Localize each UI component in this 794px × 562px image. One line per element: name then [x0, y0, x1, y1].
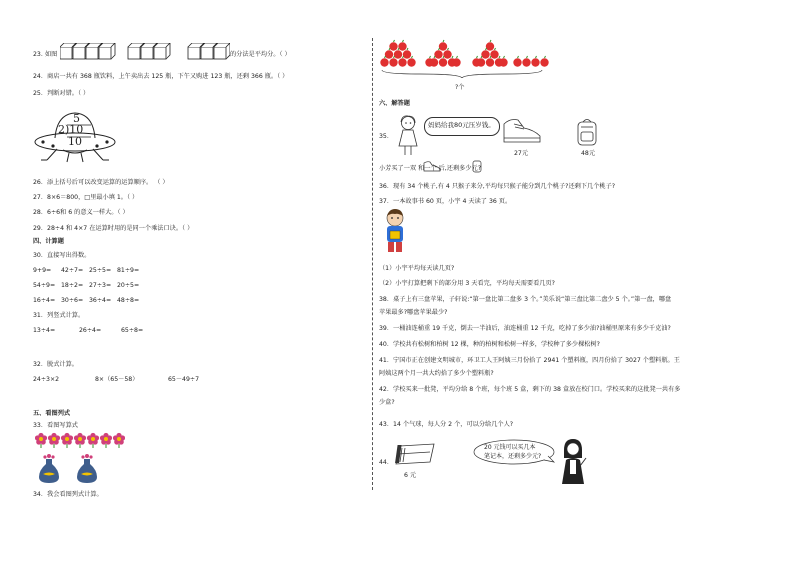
q31-item: 26÷4=: [79, 327, 102, 334]
q30-cell: 25÷5=: [89, 267, 112, 274]
q33-text: 33．看图写算式: [33, 422, 78, 429]
q37-part2: （2）小宇打算把剩下的部分用 3 天看完，平均每天需要看几页?: [379, 280, 555, 287]
section-6-heading: 六、解答题: [379, 100, 410, 107]
q35-bubble-text: 妈妈给我80元压岁钱。: [428, 121, 495, 129]
q24-text: 24．商店一共有 368 瓶饮料，上午卖出去 125 瓶，下午又购进 123 瓶，还剩 366 瓶。（ ）: [33, 73, 289, 80]
q34-text: 34．我会看图列式计算。: [33, 491, 103, 498]
q25-text: 25．判断对错。（ ）: [33, 90, 90, 97]
q41-line1: 41．宁国市正在创建文明城市，环卫工人王阿姨三月份拾了 2941 个塑料瓶，四月份拾了 3027 个塑料瓶。王: [379, 357, 680, 364]
q42-line2: 少盒?: [379, 399, 395, 406]
q32-item: 65－49÷7: [168, 376, 200, 383]
q30-cell: 54÷9=: [33, 282, 56, 289]
ufo-division-figure: [33, 108, 118, 166]
cube-grid-figure: [60, 43, 230, 63]
q41-line2: 阿姨这两个月一共大约拾了多少个塑料瓶?: [379, 370, 494, 377]
q23-num: 23.: [33, 51, 43, 58]
q35-shoe-price: 27元: [514, 150, 529, 157]
q32-item: 8×（65－58）: [95, 376, 139, 383]
section-5-heading: 五、看图列式: [33, 410, 71, 417]
apples-figure: [380, 36, 550, 78]
q23-prefix: 如图: [45, 51, 58, 58]
q38-line1: 38．桌子上有三盘苹果，子轩说:“第一盘比第二盘多 3 个。”美乐说“第三盘比第二盘少 5 个。”第一盘，哪盘: [379, 296, 672, 303]
q30-text: 30．直接写出得数。: [33, 252, 91, 259]
vases-figure: [35, 452, 115, 486]
q30-cell: 30÷6=: [61, 297, 84, 304]
q40-text: 40．学校共有松树和柏树 12 棵，种的柏树和松树一样多，学校种了多少棵松树?: [379, 341, 600, 348]
backpack-figure: [574, 117, 600, 147]
girl-figure: [394, 114, 424, 158]
q44-num: 44．: [379, 459, 394, 466]
q43-text: 43．14 个气球，每人分 2 个，可以分给几个人?: [379, 421, 514, 428]
teacher-figure: [558, 438, 588, 486]
q30-cell: 20÷5=: [117, 282, 140, 289]
column-divider: [372, 38, 373, 490]
q31-text: 31．列竖式计算。: [33, 312, 85, 319]
ufo-dividend: 2)10: [58, 123, 84, 136]
q26-text: 26．添上括号后可以改变运算的运算顺序。 （ ）: [33, 179, 169, 186]
q30-cell: 27÷3=: [89, 282, 112, 289]
section-4-heading: 四、计算题: [33, 238, 64, 245]
backpack-small-icon: [471, 159, 483, 173]
q38-line2: 苹果最多?哪盘苹果最少?: [379, 309, 448, 316]
q29-text: 29．28÷4 和 4×7 在运算时用的是同一个乘法口诀。（ ）: [33, 225, 194, 232]
q44-bubble-line2: 笔记本，还剩多少元?: [484, 453, 542, 460]
q32-text: 32．脱式计算。: [33, 361, 78, 368]
boy-figure: [381, 208, 409, 256]
q37-text: 37．一本故事书 60 页，小宇 4 天读了 36 页。: [379, 198, 512, 205]
q27-text: 27．8×6＝800，□里最小填 1。（ ）: [33, 194, 139, 201]
ufo-quotient: 5: [73, 112, 80, 125]
q30-cell: 42÷7=: [61, 267, 84, 274]
q30-cell: 36÷4=: [89, 297, 112, 304]
flowers-figure: [35, 432, 125, 448]
q28-text: 28．6÷6和 6 的意义一样大。（ ）: [33, 209, 129, 216]
q44-bubble-line1: 20 元钱可以买几本: [484, 444, 536, 451]
q30-cell: 81÷9=: [117, 267, 140, 274]
q35-question: 小芳买了一双 和一个 后,还剩多少元?: [379, 165, 481, 172]
q30-cell: 18÷2=: [61, 282, 84, 289]
shoe-small-icon: [422, 160, 442, 172]
q35-backpack-price: 48元: [581, 150, 596, 157]
q39-text: 39．一桶油连桶重 19 千克，倒去一半油后，油连桶重 12 千克，吃掉了多少油?油桶里原来有多少千克油?: [379, 325, 671, 332]
q42-line1: 42．学校买来一批凳，平均分给 8 个班，每个班 5 盒，剩下的 38 盒放在校门口。学校买来的这批凳一共有多: [379, 386, 681, 393]
q30-cell: 16÷4=: [33, 297, 56, 304]
q37-part1: （1）小宇平均每天读几页?: [379, 265, 455, 272]
q31-item: 13÷4=: [33, 327, 56, 334]
q36-text: 36．现有 34 个桃子,有 4 只猴子来分,平均每只猴子能分到几个桃子?还剩下几个桃子?: [379, 183, 616, 190]
q23-text: 的分法是平均分。（ ）: [230, 51, 291, 58]
q31-item: 65÷8=: [121, 327, 144, 334]
q44-notebook-price: 6 元: [404, 472, 417, 479]
notebook-figure: [394, 442, 438, 468]
shoe-figure: [500, 112, 544, 148]
q32-item: 24÷3×2: [33, 376, 60, 383]
q35-num: 35．: [379, 133, 394, 140]
q30-cell: 9+9=: [33, 267, 52, 274]
q30-cell: 48÷8=: [117, 297, 140, 304]
ufo-product: 10: [68, 135, 82, 148]
brace-label: ?个: [455, 84, 465, 91]
